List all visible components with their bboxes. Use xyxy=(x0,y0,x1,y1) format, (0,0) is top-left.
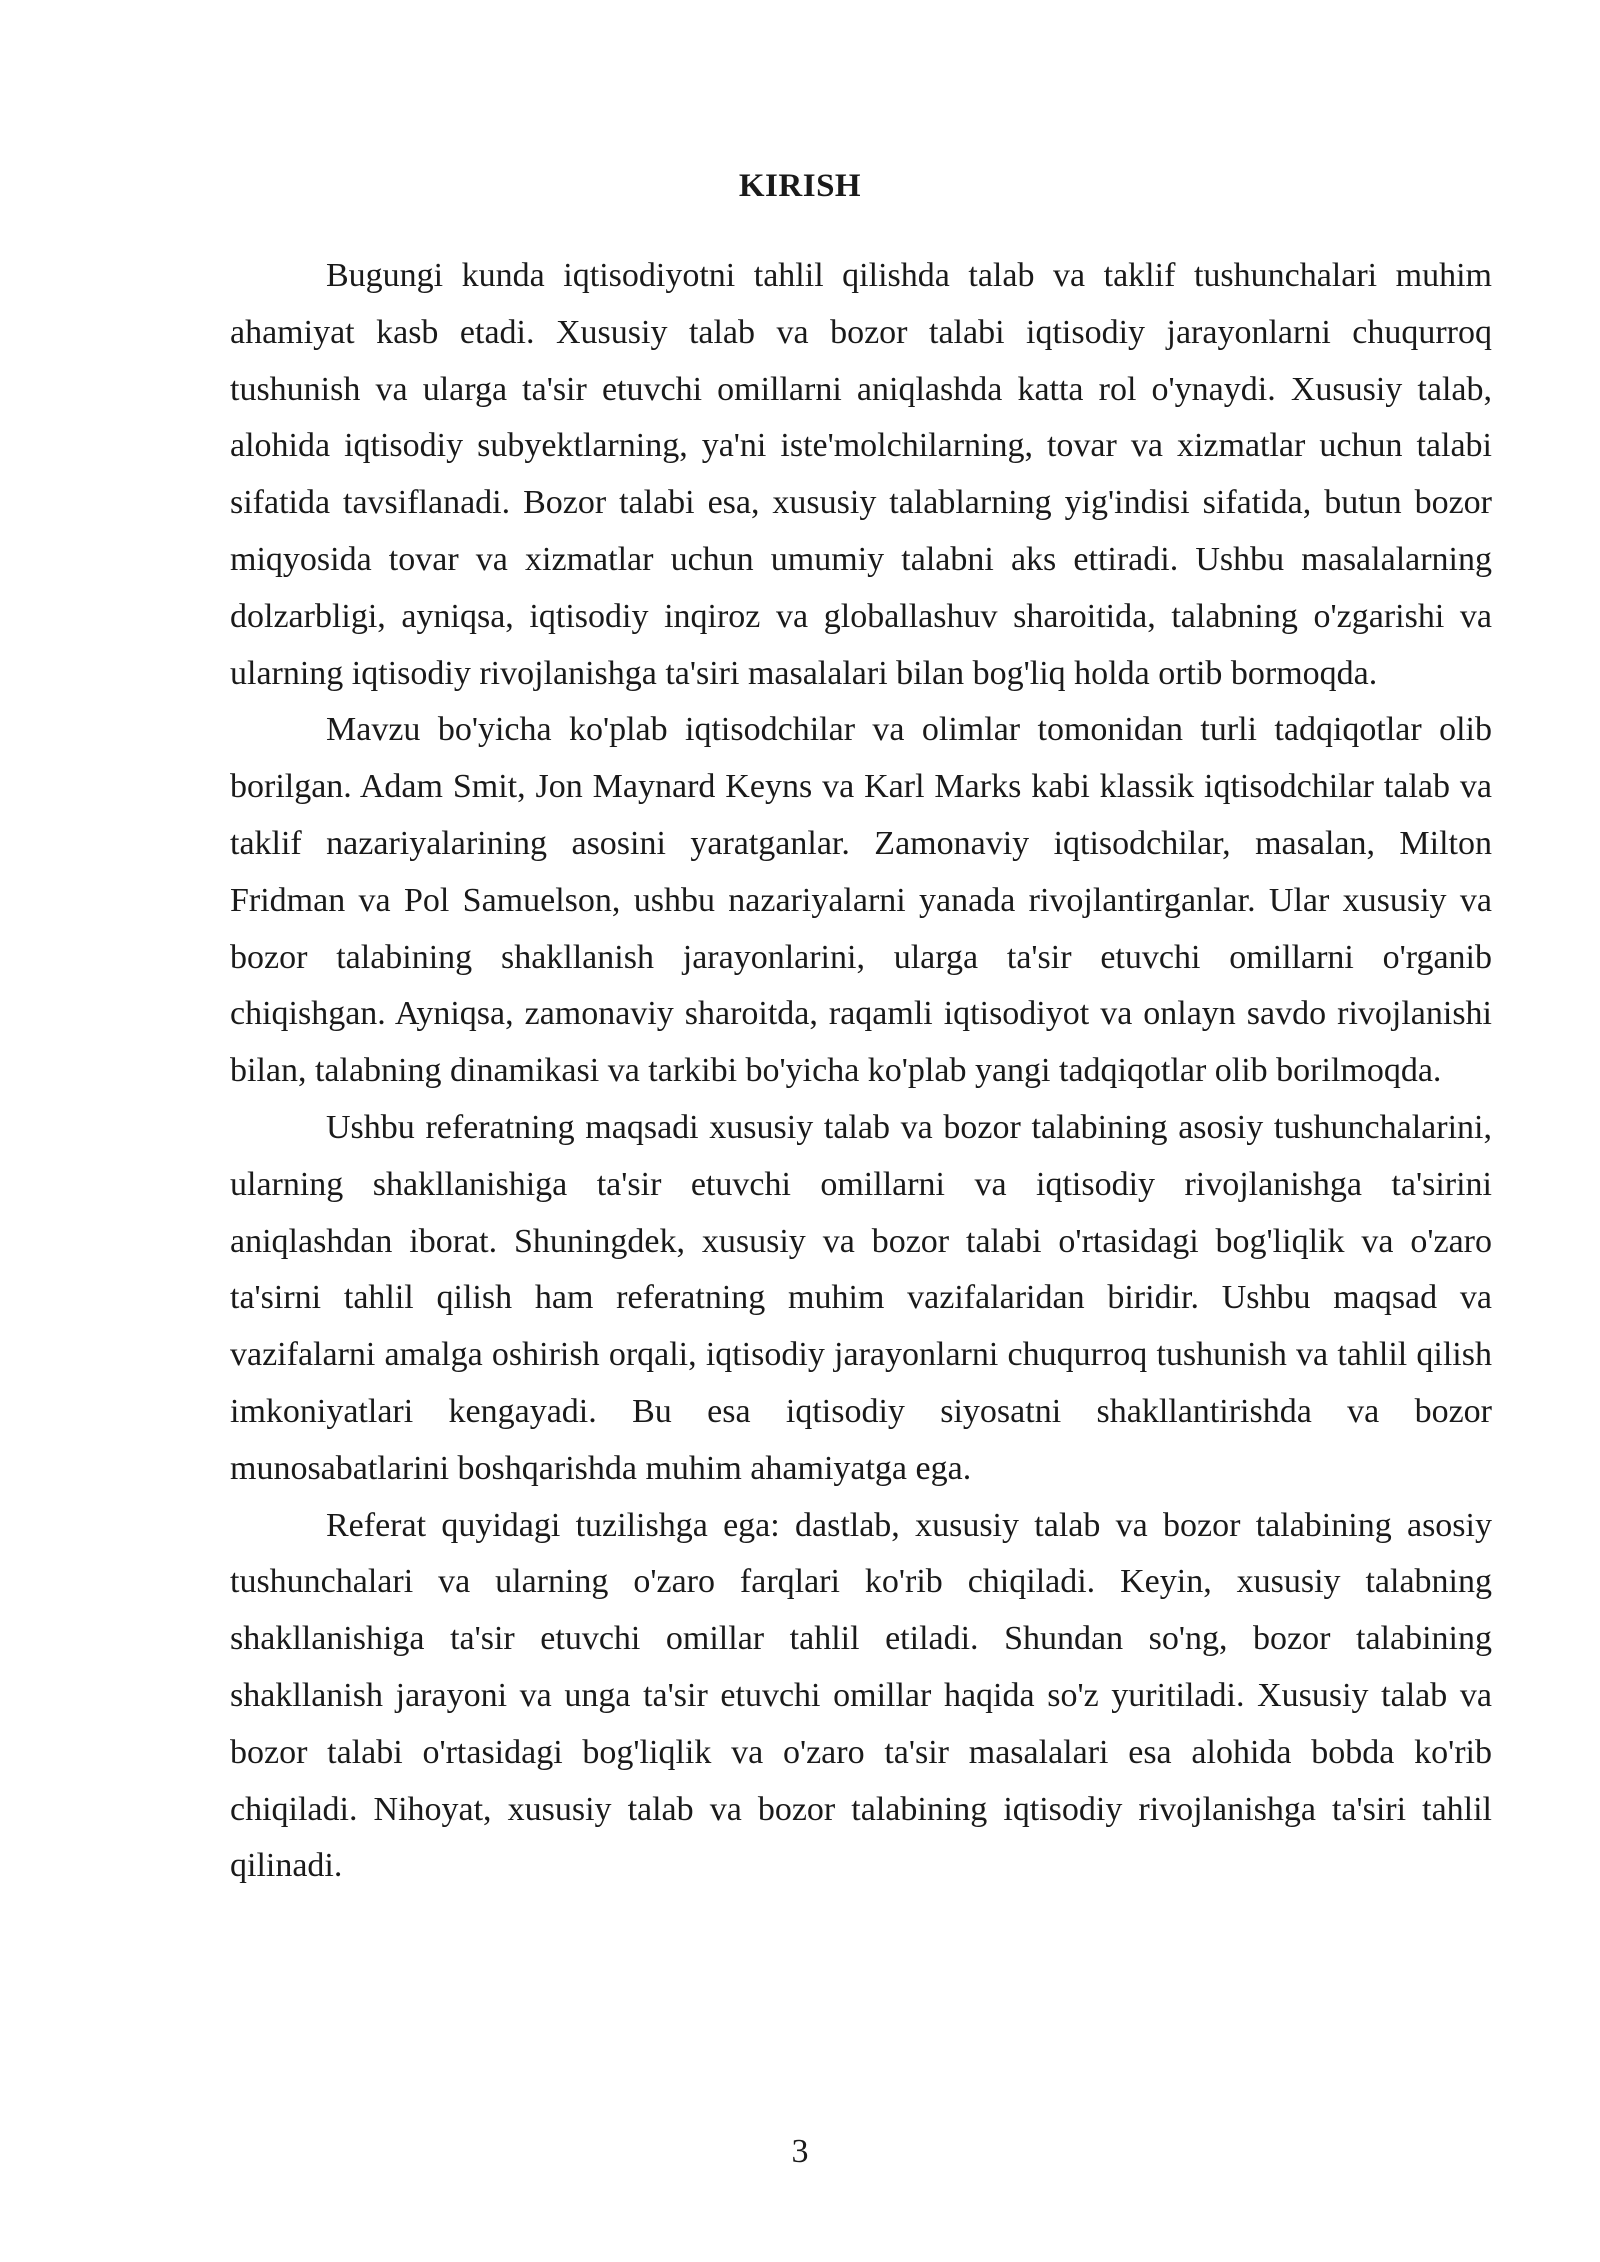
paragraph-4: Referat quyidagi tuzilishga ega: dastlab, xususiy talab va bozor talabining asosiy tushunchalari va ularning o'zaro farqlari ko'rib chiqiladi. Keyin, xususiy talabning shakllanishiga ta'sir etuvchi omillar tahlil etiladi. Shundan so'ng, bozor talabining shakllanish jarayoni va unga ta'sir etuvchi omillar haqida so'z yuritiladi. Xususiy talab va bozor talabi o'rtasidagi bog'liqlik va o'zaro ta'sir masalalari esa alohida bobda ko'rib chiqiladi. Nihoyat, xususiy talab va bozor talabining iqtisodiy rivojlanishga ta'siri tahlil qilinadi. xyxy=(230,1506,1492,1885)
page-number: 3 xyxy=(791,2133,809,2170)
paragraph-2: Mavzu bo'yicha ko'plab iqtisodchilar va olimlar tomonidan turli tadqiqotlar olib borilgan. Adam Smit, Jon Maynard Keyns va Karl Marks kabi klassik iqtisodchilar talab va taklif nazariyalarining asosini yaratganlar. Zamonaviy iqtisodchilar, masalan, Milton Fridman va Pol Samuelson, ushbu nazariyalarni yanada rivojlantirganlar. Ular xususiy va bozor talabining shakllanish jarayonlarini, ularga ta'sir etuvchi omillarni o'rganib chiqishgan. Ayniqsa, zamonaviy sharoitda, raqamli iqtisodiyot va onlayn savdo rivojlanishi bilan, talabning dinamikasi va tarkibi bo'yicha ko'plab yangi tadqiqotlar olib borilmoqda. xyxy=(230,711,1492,1090)
section-title: KIRISH xyxy=(738,168,862,204)
paragraph-3: Ushbu referatning maqsadi xususiy talab va bozor talabining asosiy tushunchalarini, ularning shakllanishiga ta'sir etuvchi omillarni va iqtisodiy rivojlanishga ta'sirini aniqlashdan iborat. Shuningdek, xususiy va bozor talabi o'rtasidagi bog'liqlik va o'zaro ta'sirni tahlil qilish ham referatning muhim vazifalaridan biridir. Ushbu maqsad va vazifalarni amalga oshirish orqali, iqtisodiy jarayonlarni chuqurroq tushunish va tahlil qilish imkoniyatlari kengayadi. Bu esa iqtisodiy siyosatni shakllantirishda va bozor munosabatlarini boshqarishda muhim ahamiyatga ega. xyxy=(230,1108,1492,1487)
body-text xyxy=(230,248,1492,1895)
paragraph-1: Bugungi kunda iqtisodiyotni tahlil qilishda talab va taklif tushunchalari muhim ahamiyat kasb etadi. Xususiy talab va bozor talabi iqtisodiy jarayonlarni chuqurroq tushunish va ularga ta'sir etuvchi omillarni aniqlashda katta rol o'ynaydi. Xususiy talab, alohida iqtisodiy subyektlarning, ya'ni iste'molchilarning, tovar va xizmatlar uchun talabi sifatida tavsiflanadi. Bozor talabi esa, xususiy talablarning yig'indisi sifatida, butun bozor miqyosida tovar va xizmatlar uchun umumiy talabni aks ettiradi. Ushbu masalalarning dolzarbligi, ayniqsa, iqtisodiy inqiroz va globallashuv sharoitida, talabning o'zgarishi va ularning iqtisodiy rivojlanishga ta'siri masalalari bilan bog'liq holda ortib bormoqda. xyxy=(230,257,1492,692)
